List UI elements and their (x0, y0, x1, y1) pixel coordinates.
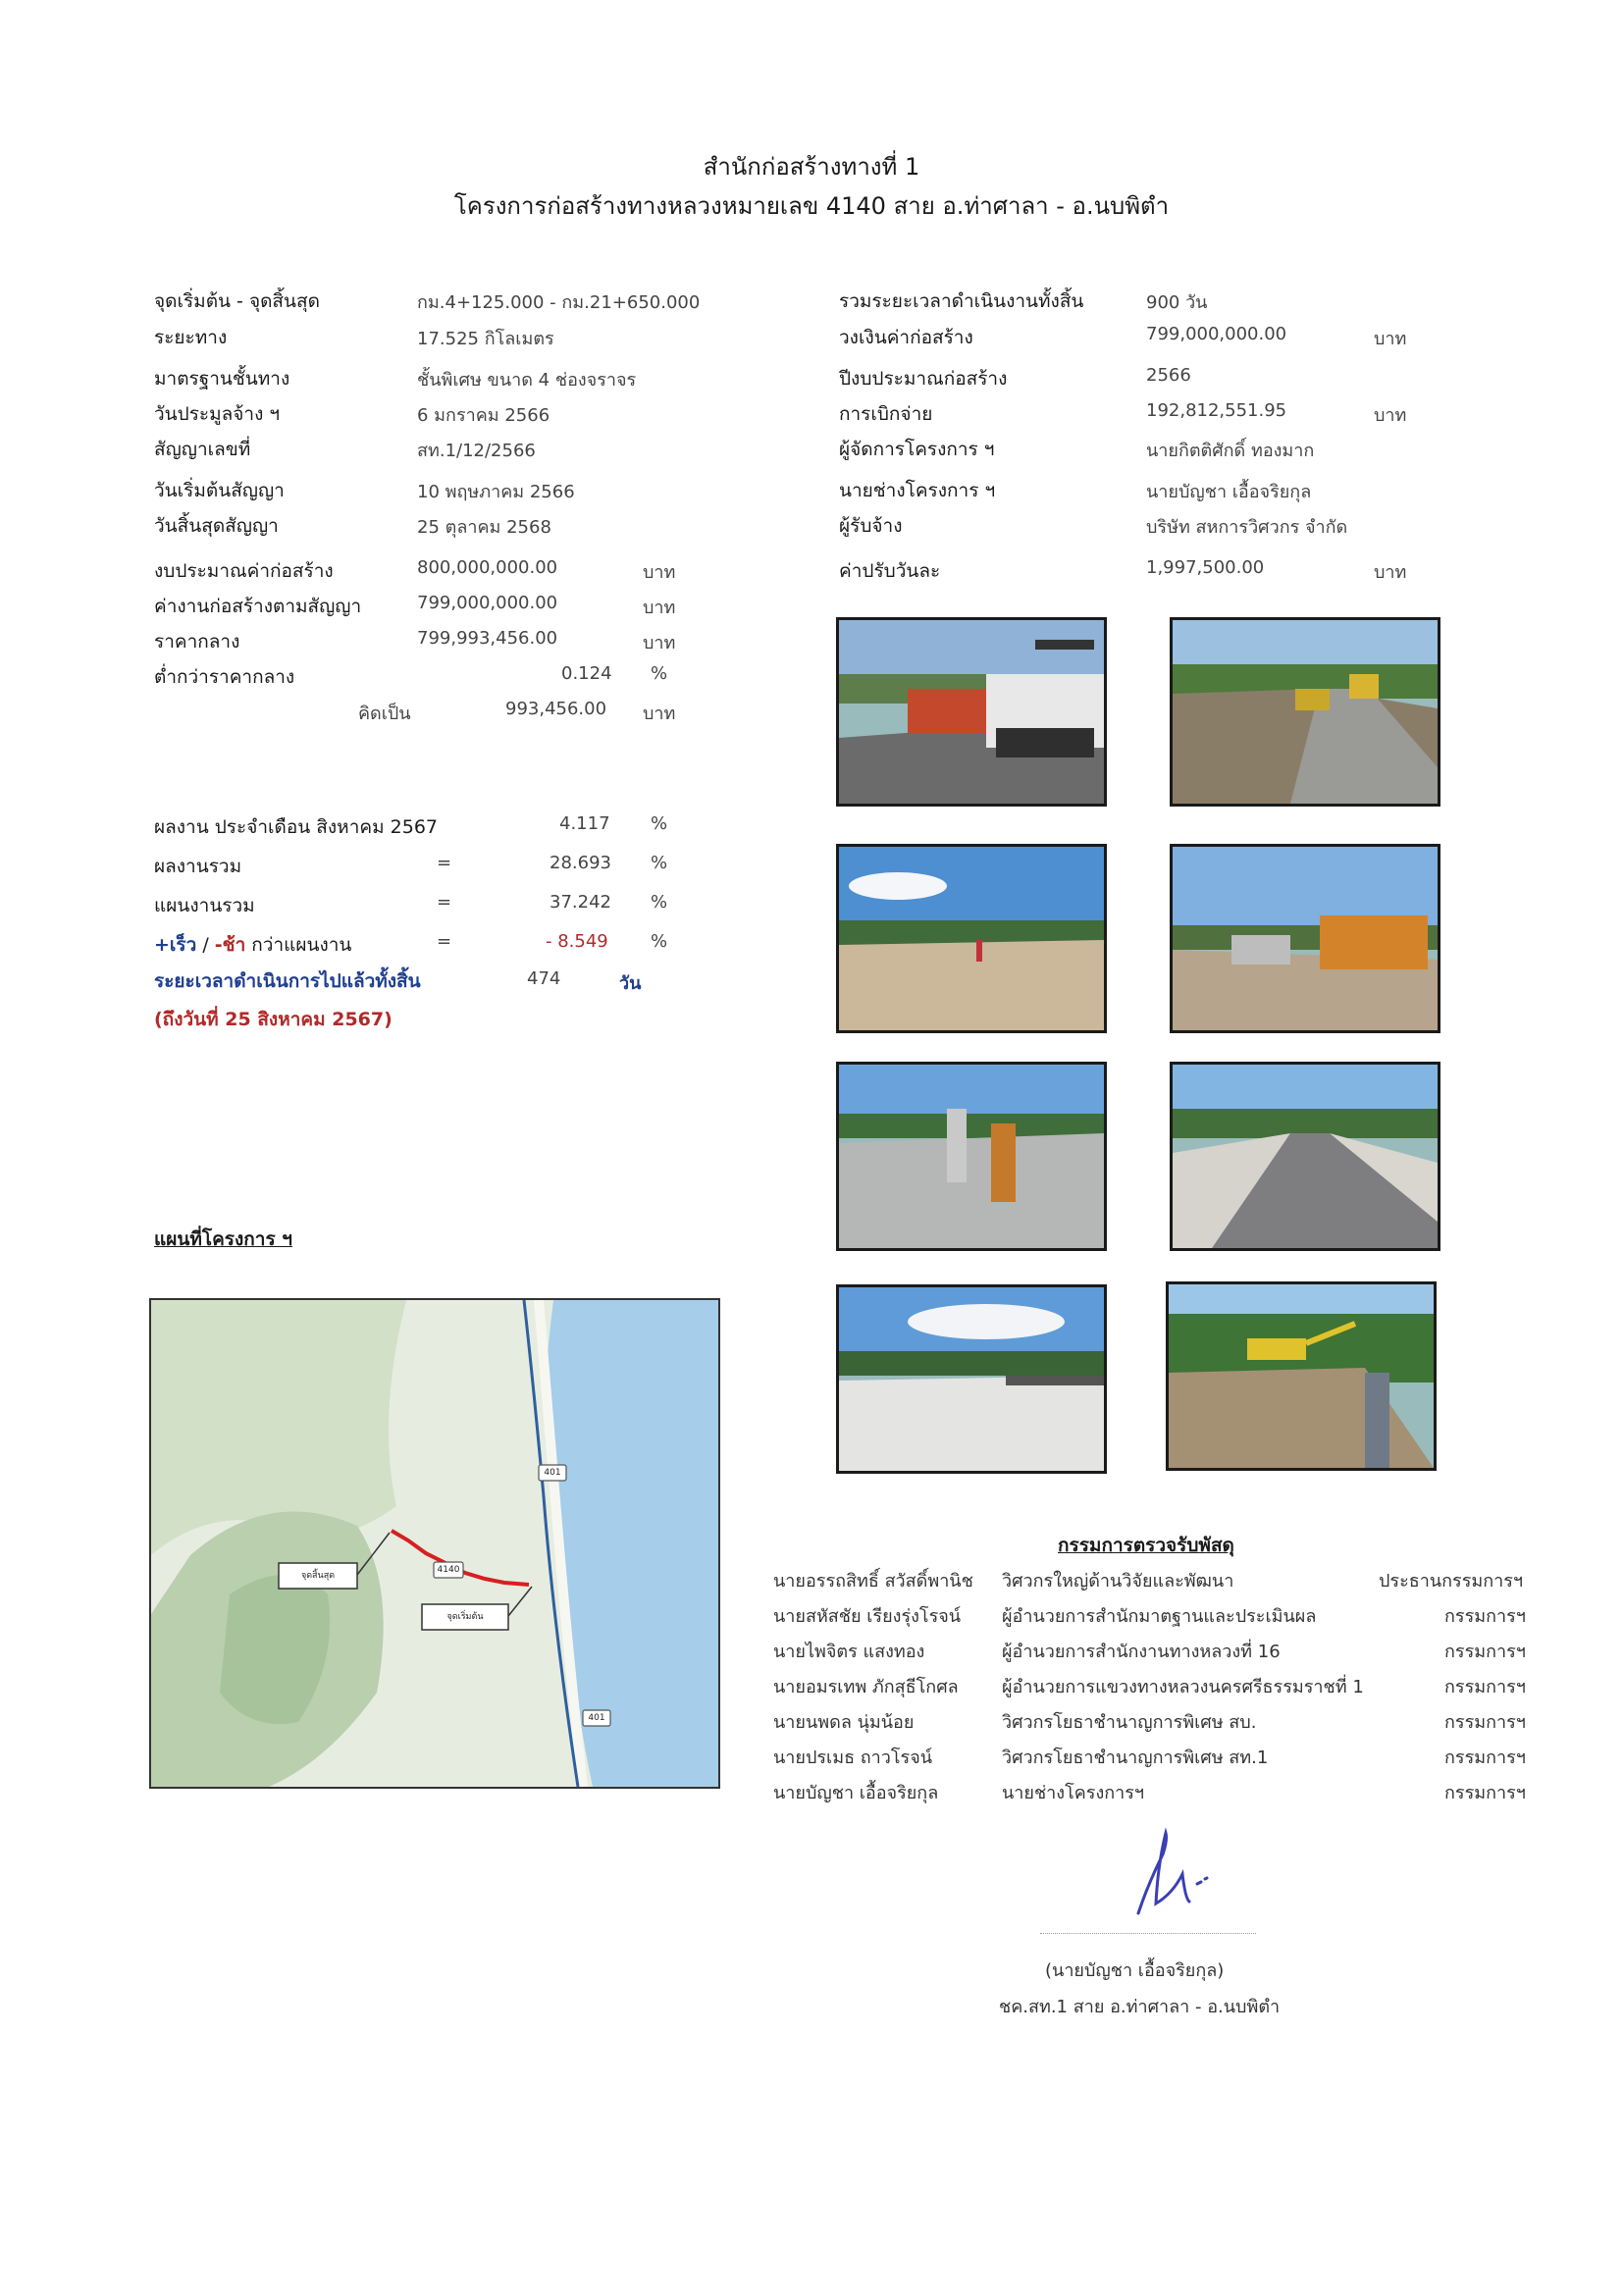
progress-plan-value: 37.242 (550, 892, 611, 913)
diff-fast: +เร็ว (154, 934, 197, 956)
member-role: กรรมการฯ (1444, 1783, 1526, 1803)
elapsed-value: 474 (527, 968, 561, 989)
member-name: นายอรรถสิทธิ์ สวัสดิ์พานิช (773, 1571, 973, 1592)
site-photo-image (839, 620, 1104, 804)
info-label: สัญญาเลขที่ (154, 439, 251, 460)
project-map (149, 1298, 720, 1789)
map-end-label: จุดสิ้นสุด (300, 1571, 336, 1581)
site-photo (1170, 617, 1440, 807)
info-value: 2566 (1146, 365, 1191, 386)
site-photo (836, 1062, 1107, 1251)
member-position: นายช่างโครงการฯ (1002, 1783, 1145, 1803)
budget-label: ค่างานก่อสร้างตามสัญญา (154, 596, 362, 617)
pct-unit: % (651, 931, 668, 952)
progress-plan-label: แผนงานรวม (154, 895, 255, 916)
info-label: นายช่างโครงการ ฯ (839, 480, 996, 501)
map-route-4140: 4140 (437, 1565, 460, 1575)
progress-month-label: ผลงาน ประจำเดือน สิงหาคม 2567 (154, 816, 438, 838)
site-photo-image (1173, 620, 1438, 804)
info-value: 192,812,551.95 (1146, 400, 1287, 421)
member-name: นายอมรเทพ ภักสุธีโกศล (773, 1677, 959, 1697)
member-position: ผู้อำนวยการแขวงทางหลวงนครศรีธรรมราชที่ 1 (1002, 1677, 1364, 1697)
diff-sep: / (196, 934, 215, 956)
progress-total-label: ผลงานรวม (154, 856, 242, 877)
budget-label: ต่ำกว่าราคากลาง (154, 666, 295, 688)
map-route-401-south: 401 (588, 1713, 605, 1723)
committee-heading: กรรมการตรวจรับพัสดุ (1058, 1535, 1234, 1556)
elapsed-label: ระยะเวลาดำเนินการไปแล้วทั้งสิ้น (154, 970, 421, 992)
progress-diff-value: - 8.549 (546, 931, 608, 952)
member-role: กรรมการฯ (1444, 1642, 1526, 1662)
site-photo-image (1169, 1284, 1434, 1468)
member-role: กรรมการฯ (1444, 1712, 1526, 1733)
info-value: บริษัท สหการวิศวกร จำกัด (1146, 517, 1348, 538)
budget-label: ราคากลาง (154, 631, 240, 652)
budget-unit: บาท (643, 562, 676, 583)
signature-name: (นายบัญชา เอื้อจริยกุล) (1045, 1960, 1225, 1981)
member-position: วิศวกรใหญ่ด้านวิจัยและพัฒนา (1002, 1571, 1234, 1592)
member-name: นายบัญชา เอื้อจริยกุล (773, 1783, 939, 1803)
site-photo (1170, 844, 1440, 1033)
eq-sign: = (437, 853, 452, 873)
member-role: กรรมการฯ (1444, 1748, 1526, 1768)
info-label: การเบิกจ่าย (839, 403, 933, 425)
map-start-label: จุดเริ่มต้น (446, 1612, 484, 1622)
site-photo (1170, 1062, 1440, 1251)
member-role: กรรมการฯ (1444, 1606, 1526, 1627)
site-photo (1166, 1281, 1437, 1471)
signature-image (1128, 1825, 1217, 1923)
budget-label: งบประมาณค่าก่อสร้าง (154, 560, 334, 582)
info-label: ผู้รับจ้าง (839, 515, 903, 537)
map-image (151, 1300, 718, 1787)
map-route-401-north: 401 (544, 1468, 561, 1478)
member-name: นายสหัสชัย เรียงรุ่งโรจน์ (773, 1606, 962, 1627)
info-value: ชั้นพิเศษ ขนาด 4 ช่องจราจร (417, 370, 637, 391)
site-photo-image (839, 847, 1104, 1030)
member-name: นายปรเมธ ถาวโรจน์ (773, 1748, 933, 1768)
office-title: สำนักก่อสร้างทางที่ 1 (703, 153, 920, 181)
budget-unit: บาท (643, 633, 676, 653)
budget-pct-value: 993,456.00 (505, 699, 607, 719)
info-value: 900 วัน (1146, 292, 1208, 313)
member-role: กรรมการฯ (1444, 1677, 1526, 1697)
info-label: วงเงินค่าก่อสร้าง (839, 327, 973, 348)
asof-date: (ถึงวันที่ 25 สิงหาคม 2567) (154, 1009, 393, 1030)
member-position: วิศวกรโยธาชำนาญการพิเศษ สบ. (1002, 1712, 1257, 1733)
site-photo-image (1173, 1065, 1438, 1248)
info-label: จุดเริ่มต้น - จุดสิ้นสุด (154, 290, 320, 312)
info-label: ผู้จัดการโครงการ ฯ (839, 439, 995, 460)
site-photo-image (839, 1065, 1104, 1248)
site-photo (836, 617, 1107, 807)
site-photo-image (1173, 847, 1438, 1030)
budget-value: 0.124 (561, 663, 612, 684)
progress-diff-label (154, 930, 351, 960)
info-value: นายกิตติศักดิ์ ทองมาก (1146, 441, 1315, 461)
signature-line (1040, 1933, 1256, 1934)
diff-slow: -ช้า (214, 934, 246, 956)
member-role: ประธานกรรมการฯ (1379, 1571, 1524, 1592)
info-label: ค่าปรับวันละ (839, 560, 941, 582)
info-label: ปีงบประมาณก่อสร้าง (839, 368, 1008, 390)
member-name: นายไพจิตร แสงทอง (773, 1642, 925, 1662)
eq-sign: = (437, 892, 452, 913)
site-photo (836, 1284, 1107, 1474)
info-value: 10 พฤษภาคม 2566 (417, 482, 575, 502)
budget-unit: % (651, 663, 668, 684)
map-heading: แผนที่โครงการ ฯ (154, 1228, 292, 1250)
elapsed-unit: วัน (619, 973, 642, 994)
info-label: รวมระยะเวลาดำเนินงานทั้งสิ้น (839, 290, 1084, 312)
member-position: วิศวกรโยธาชำนาญการพิเศษ สท.1 (1002, 1748, 1269, 1768)
budget-pct-unit: บาท (643, 704, 676, 724)
budget-pct-label: คิดเป็น (358, 704, 411, 724)
site-photo-image (839, 1287, 1104, 1471)
signature-title: ชค.สท.1 สาย อ.ท่าศาลา - อ.นบพิตำ (999, 1997, 1281, 2017)
member-position: ผู้อำนวยการสำนักมาตฐานและประเมินผล (1002, 1606, 1317, 1627)
info-value: 25 ตุลาคม 2568 (417, 517, 551, 538)
budget-value: 800,000,000.00 (417, 557, 558, 578)
progress-month-value: 4.117 (559, 813, 610, 834)
info-value: สท.1/12/2566 (417, 441, 536, 461)
project-title: โครงการก่อสร้างทางหลวงหมายเลข 4140 สาย อ.ท่าศาลา - อ.นบพิตำ (453, 192, 1170, 220)
info-value: นายบัญชา เอื้อจริยกุล (1146, 482, 1312, 502)
info-label: มาตรฐานชั้นทาง (154, 368, 290, 390)
info-label: วันเริ่มต้นสัญญา (154, 480, 285, 501)
pct-unit: % (651, 853, 668, 873)
member-name: นายนพดล นุ่มน้อย (773, 1712, 915, 1733)
info-label: วันประมูลจ้าง ฯ (154, 403, 281, 425)
info-label: ระยะทาง (154, 327, 228, 348)
site-photo (836, 844, 1107, 1033)
pct-unit: % (651, 892, 668, 913)
info-unit: บาท (1374, 329, 1407, 349)
info-value: 17.525 กิโลเมตร (417, 329, 554, 349)
pct-unit: % (651, 813, 668, 834)
info-value: 1,997,500.00 (1146, 557, 1265, 578)
diff-rest: กว่าแผนงาน (245, 934, 352, 956)
info-value: 6 มกราคม 2566 (417, 405, 550, 426)
progress-total-value: 28.693 (550, 853, 611, 873)
signature-mark (1128, 1825, 1217, 1927)
info-unit: บาท (1374, 562, 1407, 583)
info-label: วันสิ้นสุดสัญญา (154, 515, 279, 537)
eq-sign: = (437, 931, 452, 952)
budget-value: 799,993,456.00 (417, 628, 558, 649)
info-value: 799,000,000.00 (1146, 324, 1287, 344)
info-unit: บาท (1374, 405, 1407, 426)
budget-unit: บาท (643, 598, 676, 618)
budget-value: 799,000,000.00 (417, 593, 558, 613)
member-position: ผู้อำนวยการสำนักงานทางหลวงที่ 16 (1002, 1642, 1281, 1662)
info-value: กม.4+125.000 - กม.21+650.000 (417, 292, 701, 313)
